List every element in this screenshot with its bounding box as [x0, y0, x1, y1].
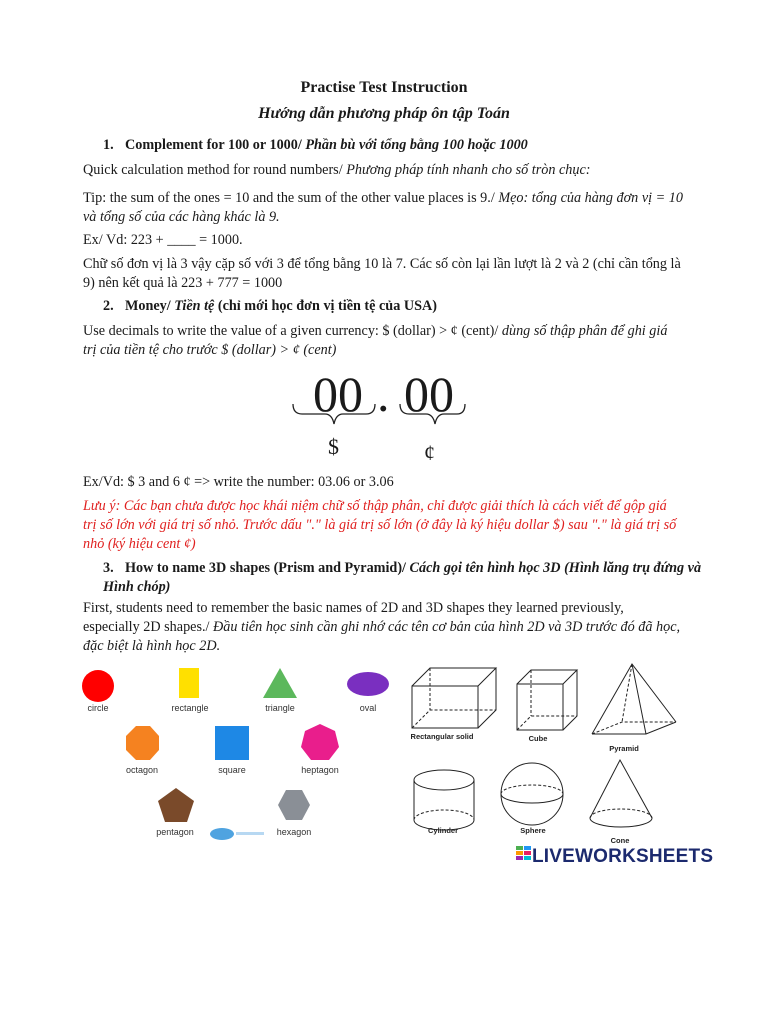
circle-label: circle — [87, 703, 109, 713]
pentagon-label: pentagon — [156, 827, 194, 837]
section-1-heading-vi: Phần bù với tổng bằng 100 hoặc 1000 — [305, 137, 528, 153]
section-3-intro-vi: Đầu tiên học sinh cần ghi nhớ các tên cơ bản của hình 2D và 3D trước đó đã học, đặc biệt là hình học 2D. — [83, 619, 681, 654]
heptagon-label: heptagon — [301, 765, 339, 775]
oval-label: oval — [359, 703, 377, 713]
section-1-heading-en: Complement for 100 or 1000/ — [125, 137, 306, 153]
dollar-symbol: $ — [328, 434, 339, 459]
rectangle-label: rectangle — [171, 703, 209, 713]
cone-shape — [590, 760, 652, 827]
section-3-intro — [83, 599, 683, 656]
heptagon-shape — [301, 724, 339, 760]
section-2-heading-vi-italic: Tiền tệ — [174, 298, 215, 314]
liveworksheets-logo-icon — [516, 846, 532, 864]
rectangular-solid-label: Rectangular solid — [410, 732, 474, 741]
section-1-intro — [83, 161, 683, 180]
circle-shape — [82, 670, 114, 702]
section-3-heading-vi: Cách gọi tên hình học 3D (Hình lăng trụ đứng và Hình chóp) — [103, 560, 702, 595]
pyramid-shape — [592, 664, 676, 734]
section-2-intro — [83, 322, 683, 360]
section-3-heading — [103, 559, 703, 597]
triangle-shape — [263, 668, 297, 698]
section-2-note: Lưu ý: Các bạn chưa được học khái niệm chữ số thập phân, chỉ được giải thích là cách viết để gộp giá trị số lớn với giá trị số nhỏ. Trước dấu "." là giá trị số lớn (ở đây là ký hiệu dollar $) sau "." là giá trị số nhỏ (ký hiệu cent ¢) — [83, 498, 677, 552]
cent-symbol: ¢ — [424, 440, 435, 465]
page-title: Practise Test Instruction — [300, 79, 468, 96]
section-1-tip-vi: Mẹo: tổng của hàng đơn vị = 10 và tổng số của các hàng khác là 9. — [83, 190, 683, 225]
cube-shape — [517, 670, 577, 730]
section-1-intro-en: Quick calculation method for round numbers/ — [83, 162, 347, 178]
square-shape — [215, 726, 249, 760]
section-2-intro-en: Use decimals to write the value of a given currency: $ (dollar) > ¢ (cent)/ — [83, 323, 502, 339]
liveworksheets-logo-text: LIVEWORKSHEETS — [532, 846, 714, 867]
section-3-intro-en: First, students need to remember the basic names of 2D and 3D shapes they learned previously, especially 2D shapes./ — [83, 600, 624, 635]
rectangle-shape — [179, 668, 199, 698]
cone-label: Cone — [610, 836, 630, 845]
liveworksheets-logo[interactable] — [516, 846, 713, 868]
pentagon-shape — [158, 788, 194, 822]
section-1-tip — [83, 189, 683, 227]
section-2-example: Ex/Vd: $ 3 and 6 ¢ => write the number: 03.06 or 3.06 — [83, 474, 394, 490]
shapes-2d-panel — [70, 660, 400, 850]
right-brace-icon — [400, 404, 465, 424]
section-2-heading-en: Money/ — [125, 298, 175, 314]
cube-label: Cube — [528, 734, 548, 743]
shapes-3d-panel — [400, 660, 700, 850]
decimal-point: . — [377, 366, 390, 422]
dollar-digits: 00 — [313, 366, 363, 422]
hexagon-label: hexagon — [276, 827, 312, 837]
sphere-label: Sphere — [520, 826, 546, 835]
brace-diagram — [290, 400, 470, 430]
section-2-number: 2. — [103, 298, 114, 314]
oval-shape — [347, 672, 389, 696]
section-1-number: 1. — [103, 137, 114, 153]
section-1-intro-vi: Phương pháp tính nhanh cho số tròn chục: — [346, 162, 591, 178]
section-1-example: Ex/ Vd: 223 + ____ = 1000. — [83, 232, 243, 248]
section-1-tip-en: Tip: the sum of the ones = 10 and the sum of the other value places is 9./ — [83, 190, 499, 206]
section-3-heading-en: How to name 3D shapes (Prism and Pyramid)/ — [125, 560, 410, 576]
section-2-heading — [103, 298, 437, 315]
cylinder-label: Cylinder — [427, 826, 458, 835]
octagon-shape — [126, 726, 159, 760]
section-1-explanation: Chữ số đơn vị là 3 vậy cặp số với 3 để tổng bằng 10 là 7. Các số còn lại lần lượt là 2 và 2 (chỉ cần tổng là 9) nên kết quả là 223 + 777 = 1000 — [83, 256, 681, 291]
pyramid-label: Pyramid — [609, 744, 639, 753]
octagon-label: octagon — [125, 765, 159, 775]
cent-digits: 00 — [404, 366, 454, 422]
section-3-number: 3. — [103, 560, 114, 576]
rectangular-solid-shape — [412, 668, 496, 728]
page-subtitle: Hướng dẫn phương pháp ôn tập Toán — [258, 105, 510, 122]
section-2-heading-vi-rest: (chỉ mới học đơn vị tiền tệ của USA) — [214, 298, 437, 314]
section-1-heading — [103, 137, 528, 154]
left-brace-icon — [293, 404, 375, 424]
section-2-intro-vi: dùng số thập phân để ghi giá trị của tiền tệ cho trước $ (dollar) > ¢ (cent) — [83, 323, 668, 358]
cylinder-shape — [414, 770, 474, 830]
sphere-shape — [501, 763, 563, 825]
square-label: square — [218, 765, 246, 775]
hexagon-shape — [278, 790, 310, 820]
triangle-label: triangle — [265, 703, 295, 713]
